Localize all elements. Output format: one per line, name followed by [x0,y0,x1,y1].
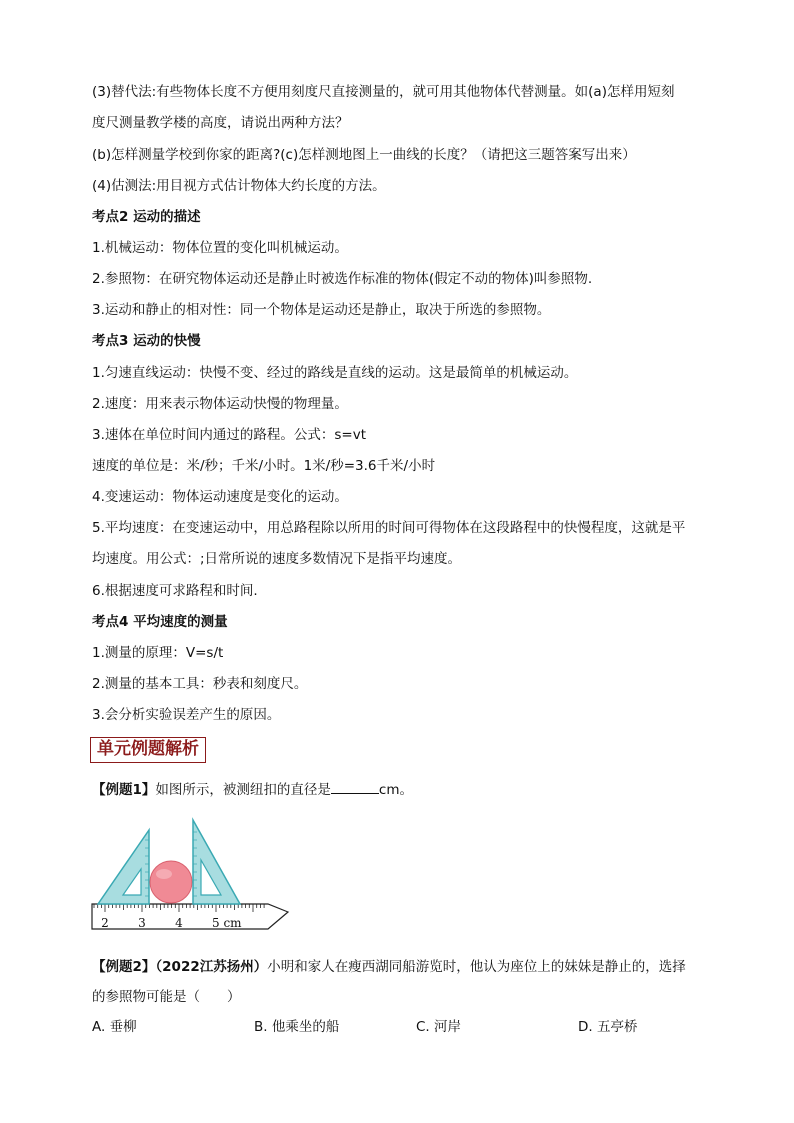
text-line: 5.平均速度：在变速运动中，用总路程除以所用的时间可得物体在这段路程中的快慢程度，这就是平 [92,520,686,536]
text-line: 2.速度：用来表示物体运动快慢的物理量。 [92,396,348,412]
section-heading: 考点4 平均速度的测量 [92,614,228,630]
example-1-text: 如图所示，被测纽扣的直径是 [155,782,331,798]
text-line: 4.变速运动：物体运动速度是变化的运动。 [92,489,348,505]
text-line: 3.会分析实验误差产生的原因。 [92,707,281,723]
section-title-box: 单元例题解析 [90,737,206,763]
text-line: (3)替代法:有些物体长度不方便用刻度尺直接测量的，就可用其他物体代替测量。如(a)怎样用短刻 [92,84,675,100]
section-heading: 考点3 运动的快慢 [92,333,201,349]
option-d: D. 五亭桥 [578,1019,638,1035]
ruler-label: 4 [175,916,183,930]
section-heading: 考点2 运动的描述 [92,209,201,225]
text-line: 3.运动和静止的相对性：同一个物体是运动还是静止，取决于所选的参照物。 [92,302,551,318]
text-line: 3.速体在单位时间内通过的路程。公式：s=vt [92,427,367,443]
text-line: 6.根据速度可求路程和时间. [92,583,258,599]
ruler-label: 2 [101,916,109,930]
text-line: (4)估测法:用目视方式估计物体大约长度的方法。 [92,178,386,194]
button-circle [150,861,192,903]
example-2-tag: 【例题2】 [92,959,156,975]
button-highlight [156,869,172,879]
option-b: B. 他乘坐的船 [254,1019,340,1035]
text-line: 度尺测量教学楼的高度，请说出两种方法？ [92,115,349,131]
text-line: 1.机械运动：物体位置的变化叫机械运动。 [92,240,348,256]
text-line: 1.测量的原理：V=s/t [92,645,224,661]
text-line: 2.参照物：在研究物体运动还是静止时被选作标准的物体(假定不动的物体)叫参照物. [92,271,593,287]
option-a: A. 垂柳 [92,1019,137,1035]
answer-blank [331,779,379,794]
ruler-label: 3 [138,916,146,930]
example-2-source: （2022江苏扬州） [155,959,268,975]
example-1-unit: cm。 [378,782,413,798]
example-2-text: 小明和家人在瘦西湖同船游览时，他认为座位上的妹妹是静止的，选择 [267,959,686,975]
option-c: C. 河岸 [416,1019,462,1035]
text-line: 均速度。用公式：;日常所说的速度多数情况下是指平均速度。 [92,551,462,567]
example-2-question [92,958,686,976]
button-ruler-figure [90,812,290,934]
ruler-label: 5 cm [212,916,242,930]
example-1-question [92,779,413,799]
text-line: (b)怎样测量学校到你家的距离?(c)怎样测地图上一曲线的长度？（请把这三题答案写出来） [92,147,636,163]
text-line: 1.匀速直线运动：快慢不变、经过的路线是直线的运动。这是最简单的机械运动。 [92,365,578,381]
example-2-question-cont: 的参照物可能是（ ） [92,989,241,1005]
text-line: 速度的单位是：米/秒；千米/小时。1米/秒=3.6千米/小时 [92,458,436,474]
example-1-tag: 【例题1】 [92,782,156,798]
text-line: 2.测量的基本工具：秒表和刻度尺。 [92,676,308,692]
